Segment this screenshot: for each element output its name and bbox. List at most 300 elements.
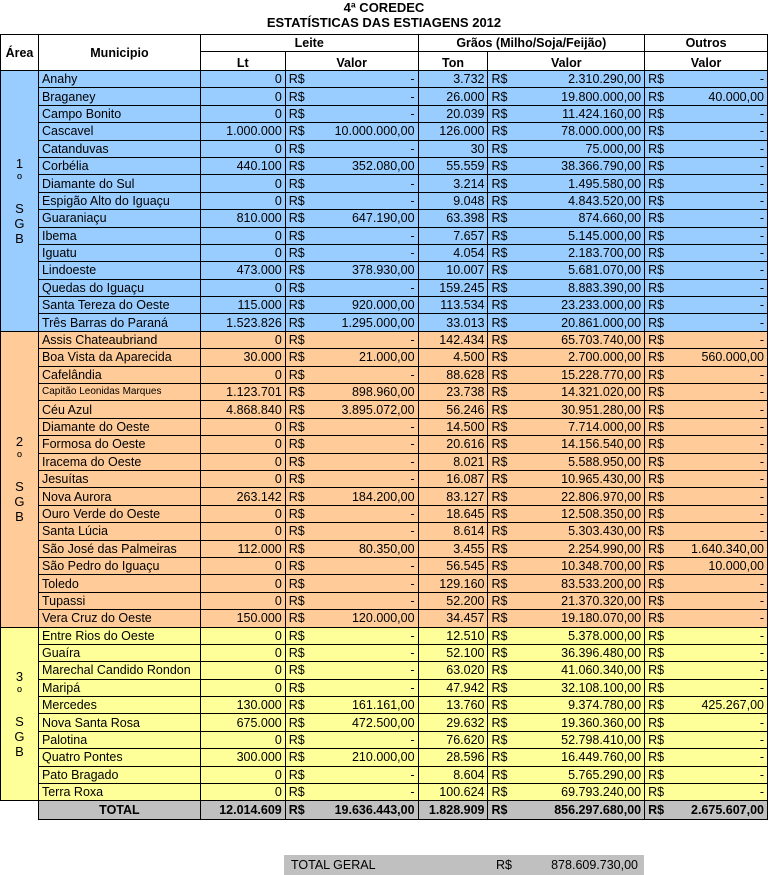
currency-cell: R$ bbox=[645, 592, 675, 609]
currency-cell: R$ bbox=[645, 766, 675, 783]
currency-cell: R$ bbox=[488, 227, 518, 244]
leite-valor-cell: - bbox=[310, 470, 418, 487]
leite-lt-cell: 0 bbox=[200, 192, 285, 209]
currency-cell: R$ bbox=[488, 71, 518, 88]
municipality-cell: Céu Azul bbox=[38, 401, 200, 418]
table-row bbox=[1, 192, 768, 209]
leite-lt-cell: 0 bbox=[200, 575, 285, 592]
graos-valor-cell: 19.180.070,00 bbox=[518, 610, 645, 627]
currency-cell: R$ bbox=[645, 679, 675, 696]
currency-cell: R$ bbox=[285, 401, 310, 418]
municipality-cell: Braganey bbox=[38, 88, 200, 105]
municipality-cell: Cascavel bbox=[38, 123, 200, 140]
outros-valor-cell: - bbox=[675, 210, 768, 227]
currency-cell: R$ bbox=[488, 766, 518, 783]
graos-ton-cell: 29.632 bbox=[418, 714, 488, 731]
currency-cell: R$ bbox=[488, 714, 518, 731]
leite-lt-cell: 0 bbox=[200, 140, 285, 157]
currency-cell: R$ bbox=[488, 210, 518, 227]
leite-lt-cell: 1.123.701 bbox=[200, 384, 285, 401]
graos-ton-cell: 4.500 bbox=[418, 349, 488, 366]
leite-valor-cell: - bbox=[310, 627, 418, 644]
table-row bbox=[1, 123, 768, 140]
outros-valor-cell: 560.000,00 bbox=[675, 349, 768, 366]
leite-valor-cell: - bbox=[310, 575, 418, 592]
currency-cell: R$ bbox=[488, 314, 518, 331]
currency-cell: R$ bbox=[488, 540, 518, 557]
graos-ton-cell: 14.500 bbox=[418, 418, 488, 435]
table-row bbox=[1, 262, 768, 279]
currency-cell: R$ bbox=[645, 488, 675, 505]
outros-valor-cell: - bbox=[675, 714, 768, 731]
currency-cell: R$ bbox=[645, 523, 675, 540]
total-leite-valor: 19.636.443,00 bbox=[310, 801, 418, 820]
currency-cell: R$ bbox=[285, 731, 310, 748]
currency-cell: R$ bbox=[645, 610, 675, 627]
table-row bbox=[1, 610, 768, 627]
leite-lt-cell: 0 bbox=[200, 175, 285, 192]
leite-lt-cell: 0 bbox=[200, 244, 285, 261]
outros-valor-cell: - bbox=[675, 679, 768, 696]
table-row bbox=[1, 540, 768, 557]
area-label-char: 1 bbox=[15, 155, 24, 171]
outros-valor-cell: 40.000,00 bbox=[675, 88, 768, 105]
graos-ton-cell: 7.657 bbox=[418, 227, 488, 244]
currency-cell: R$ bbox=[285, 279, 310, 296]
municipality-cell: Diamante do Oeste bbox=[38, 418, 200, 435]
currency-cell: R$ bbox=[645, 88, 675, 105]
leite-lt-cell: 0 bbox=[200, 470, 285, 487]
currency-cell: R$ bbox=[285, 349, 310, 366]
area-label bbox=[1, 627, 39, 801]
currency-cell: R$ bbox=[285, 105, 310, 122]
outros-valor-cell: - bbox=[675, 140, 768, 157]
currency-cell: R$ bbox=[285, 244, 310, 261]
outros-valor-cell: - bbox=[675, 610, 768, 627]
graos-valor-cell: 52.798.410,00 bbox=[518, 731, 645, 748]
currency-cell: R$ bbox=[488, 105, 518, 122]
currency-cell: R$ bbox=[488, 627, 518, 644]
outros-valor-cell: - bbox=[675, 505, 768, 522]
leite-lt-cell: 0 bbox=[200, 105, 285, 122]
municipality-cell: Capitão Leonidas Marques bbox=[38, 384, 200, 401]
currency-cell: R$ bbox=[488, 784, 518, 801]
graos-valor-cell: 16.449.760,00 bbox=[518, 749, 645, 766]
table-row bbox=[1, 557, 768, 574]
leite-valor-cell: - bbox=[310, 71, 418, 88]
currency-cell: R$ bbox=[645, 227, 675, 244]
grand-total-currency: R$ bbox=[496, 858, 512, 872]
graos-ton-cell: 13.760 bbox=[418, 697, 488, 714]
table-row bbox=[1, 366, 768, 383]
currency-cell: R$ bbox=[488, 592, 518, 609]
leite-lt-cell: 0 bbox=[200, 523, 285, 540]
municipality-cell: Espigão Alto do Iguaçu bbox=[38, 192, 200, 209]
leite-valor-cell: 161.161,00 bbox=[310, 697, 418, 714]
graos-valor-cell: 10.965.430,00 bbox=[518, 470, 645, 487]
outros-valor-cell: - bbox=[675, 123, 768, 140]
leite-valor-cell: - bbox=[310, 105, 418, 122]
leite-lt-cell: 0 bbox=[200, 71, 285, 88]
municipality-cell: Mercedes bbox=[38, 697, 200, 714]
leite-lt-cell: 440.100 bbox=[200, 157, 285, 174]
graos-valor-cell: 36.396.480,00 bbox=[518, 644, 645, 661]
table-row bbox=[1, 679, 768, 696]
graos-ton-cell: 33.013 bbox=[418, 314, 488, 331]
graos-valor-cell: 5.303.430,00 bbox=[518, 523, 645, 540]
currency-cell: R$ bbox=[645, 366, 675, 383]
graos-valor-cell: 10.348.700,00 bbox=[518, 557, 645, 574]
currency-cell: R$ bbox=[488, 192, 518, 209]
leite-valor-cell: - bbox=[310, 175, 418, 192]
grand-total-label: TOTAL GERAL bbox=[291, 858, 376, 872]
leite-valor-cell: - bbox=[310, 557, 418, 574]
area-label-char: S bbox=[15, 479, 24, 495]
table-row bbox=[1, 157, 768, 174]
area-label-char: G bbox=[14, 494, 25, 510]
municipality-cell: Ouro Verde do Oeste bbox=[38, 505, 200, 522]
municipality-cell: Terra Roxa bbox=[38, 784, 200, 801]
leite-valor-cell: 352.080,00 bbox=[310, 157, 418, 174]
currency-cell: R$ bbox=[488, 418, 518, 435]
leite-lt-cell: 150.000 bbox=[200, 610, 285, 627]
graos-ton-cell: 30 bbox=[418, 140, 488, 157]
area-label-char: º bbox=[17, 170, 22, 186]
graos-valor-cell: 5.588.950,00 bbox=[518, 453, 645, 470]
currency-cell: R$ bbox=[645, 105, 675, 122]
municipality-cell: Quedas do Iguaçu bbox=[38, 279, 200, 296]
leite-valor-cell: - bbox=[310, 766, 418, 783]
graos-ton-cell: 113.534 bbox=[418, 297, 488, 314]
graos-ton-cell: 129.160 bbox=[418, 575, 488, 592]
total-lt: 12.014.609 bbox=[200, 801, 285, 820]
currency-cell: R$ bbox=[488, 140, 518, 157]
table-body bbox=[1, 71, 768, 801]
outros-valor-cell: - bbox=[675, 731, 768, 748]
leite-valor-cell: - bbox=[310, 192, 418, 209]
graos-ton-cell: 8.614 bbox=[418, 523, 488, 540]
leite-lt-cell: 263.142 bbox=[200, 488, 285, 505]
area-label-char: G bbox=[14, 215, 25, 231]
currency-cell: R$ bbox=[488, 697, 518, 714]
leite-lt-cell: 0 bbox=[200, 592, 285, 609]
outros-valor-cell: - bbox=[675, 71, 768, 88]
municipality-cell: Catanduvas bbox=[38, 140, 200, 157]
leite-lt-cell: 0 bbox=[200, 784, 285, 801]
area-label-char: B bbox=[15, 743, 24, 759]
currency-cell: R$ bbox=[645, 244, 675, 261]
currency-cell: R$ bbox=[285, 366, 310, 383]
currency-cell: R$ bbox=[645, 279, 675, 296]
currency-cell: R$ bbox=[645, 349, 675, 366]
graos-ton-cell: 4.054 bbox=[418, 244, 488, 261]
leite-lt-cell: 0 bbox=[200, 557, 285, 574]
currency-cell: R$ bbox=[645, 436, 675, 453]
leite-valor-cell: 80.350,00 bbox=[310, 540, 418, 557]
outros-valor-cell: - bbox=[675, 175, 768, 192]
municipality-cell: Boa Vista da Aparecida bbox=[38, 349, 200, 366]
leite-valor-cell: - bbox=[310, 331, 418, 348]
currency-cell: R$ bbox=[285, 557, 310, 574]
currency-cell: R$ bbox=[488, 262, 518, 279]
graos-ton-cell: 100.624 bbox=[418, 784, 488, 801]
currency-cell: R$ bbox=[285, 262, 310, 279]
outros-valor-cell: - bbox=[675, 592, 768, 609]
table-row bbox=[1, 749, 768, 766]
table-row bbox=[1, 297, 768, 314]
leite-valor-cell: 3.895.072,00 bbox=[310, 401, 418, 418]
municipality-cell: Ibema bbox=[38, 227, 200, 244]
currency-cell: R$ bbox=[645, 401, 675, 418]
report-subtitle: ESTATÍSTICAS DAS ESTIAGENS 2012 bbox=[266, 15, 502, 30]
currency-cell: R$ bbox=[488, 384, 518, 401]
graos-valor-cell: 1.495.580,00 bbox=[518, 175, 645, 192]
area-label-char: º bbox=[17, 449, 22, 465]
table-row bbox=[1, 575, 768, 592]
municipality-cell: Iguatu bbox=[38, 244, 200, 261]
currency-cell: R$ bbox=[488, 297, 518, 314]
graos-valor-cell: 8.883.390,00 bbox=[518, 279, 645, 296]
table-row bbox=[1, 314, 768, 331]
currency-cell: R$ bbox=[645, 314, 675, 331]
area-label-char: B bbox=[15, 230, 24, 246]
outros-valor-cell: - bbox=[675, 662, 768, 679]
total-graos-valor: 856.297.680,00 bbox=[518, 801, 645, 820]
currency-cell: R$ bbox=[488, 488, 518, 505]
currency-cell: R$ bbox=[645, 418, 675, 435]
currency-cell: R$ bbox=[488, 279, 518, 296]
graos-valor-cell: 69.793.240,00 bbox=[518, 784, 645, 801]
graos-ton-cell: 55.559 bbox=[418, 157, 488, 174]
outros-valor-cell: - bbox=[675, 314, 768, 331]
total-spacer bbox=[1, 801, 39, 820]
drought-statistics-table bbox=[0, 34, 768, 820]
municipality-cell: Assis Chateaubriand bbox=[38, 331, 200, 348]
graos-valor-cell: 83.533.200,00 bbox=[518, 575, 645, 592]
currency-cell: R$ bbox=[645, 297, 675, 314]
header-graos: Grãos (Milho/Soja/Feijão) bbox=[418, 35, 645, 52]
header-graos-valor: Valor bbox=[488, 52, 645, 71]
currency-cell: R$ bbox=[285, 384, 310, 401]
leite-lt-cell: 810.000 bbox=[200, 210, 285, 227]
outros-valor-cell: - bbox=[675, 331, 768, 348]
currency-cell: R$ bbox=[285, 610, 310, 627]
currency-cell: R$ bbox=[488, 244, 518, 261]
leite-lt-cell: 130.000 bbox=[200, 697, 285, 714]
graos-valor-cell: 2.254.990,00 bbox=[518, 540, 645, 557]
leite-valor-cell: - bbox=[310, 88, 418, 105]
graos-valor-cell: 12.508.350,00 bbox=[518, 505, 645, 522]
graos-ton-cell: 20.616 bbox=[418, 436, 488, 453]
header-lt: Lt bbox=[200, 52, 285, 71]
table-row bbox=[1, 279, 768, 296]
currency-cell: R$ bbox=[488, 453, 518, 470]
municipality-cell: Guaíra bbox=[38, 644, 200, 661]
graos-valor-cell: 5.378.000,00 bbox=[518, 627, 645, 644]
leite-valor-cell: - bbox=[310, 453, 418, 470]
table-row bbox=[1, 662, 768, 679]
graos-ton-cell: 23.738 bbox=[418, 384, 488, 401]
currency-cell: R$ bbox=[645, 175, 675, 192]
header-ton: Ton bbox=[418, 52, 488, 71]
graos-ton-cell: 3.214 bbox=[418, 175, 488, 192]
header-leite: Leite bbox=[200, 35, 418, 52]
outros-valor-cell: - bbox=[675, 470, 768, 487]
total-label: TOTAL bbox=[38, 801, 200, 820]
outros-valor-cell: - bbox=[675, 784, 768, 801]
municipality-cell: Santa Lúcia bbox=[38, 523, 200, 540]
area-label-char bbox=[1, 699, 38, 714]
municipality-cell: Três Barras do Paraná bbox=[38, 314, 200, 331]
leite-valor-cell: - bbox=[310, 279, 418, 296]
currency-cell: R$ bbox=[645, 697, 675, 714]
outros-valor-cell: - bbox=[675, 244, 768, 261]
leite-lt-cell: 4.868.840 bbox=[200, 401, 285, 418]
graos-valor-cell: 30.951.280,00 bbox=[518, 401, 645, 418]
graos-valor-cell: 4.843.520,00 bbox=[518, 192, 645, 209]
outros-valor-cell: - bbox=[675, 644, 768, 661]
municipality-cell: Cafelândia bbox=[38, 366, 200, 383]
currency-cell: R$ bbox=[285, 592, 310, 609]
table-row bbox=[1, 714, 768, 731]
currency-cell: R$ bbox=[285, 784, 310, 801]
currency-cell: R$ bbox=[488, 610, 518, 627]
graos-valor-cell: 75.000,00 bbox=[518, 140, 645, 157]
graos-valor-cell: 5.681.070,00 bbox=[518, 262, 645, 279]
grand-total-bar bbox=[284, 855, 644, 875]
currency-cell: R$ bbox=[488, 557, 518, 574]
leite-valor-cell: 378.930,00 bbox=[310, 262, 418, 279]
outros-valor-cell: - bbox=[675, 749, 768, 766]
graos-ton-cell: 8.021 bbox=[418, 453, 488, 470]
currency-cell: R$ bbox=[488, 749, 518, 766]
graos-ton-cell: 63.020 bbox=[418, 662, 488, 679]
municipality-cell: Iracema do Oeste bbox=[38, 453, 200, 470]
leite-lt-cell: 300.000 bbox=[200, 749, 285, 766]
municipality-cell: Maripá bbox=[38, 679, 200, 696]
currency-cell: R$ bbox=[645, 140, 675, 157]
currency-cell: R$ bbox=[488, 470, 518, 487]
currency-cell: R$ bbox=[488, 366, 518, 383]
graos-valor-cell: 23.233.000,00 bbox=[518, 297, 645, 314]
currency-cell: R$ bbox=[285, 418, 310, 435]
outros-valor-cell: - bbox=[675, 105, 768, 122]
table-row bbox=[1, 592, 768, 609]
municipality-cell: Pato Bragado bbox=[38, 766, 200, 783]
graos-ton-cell: 18.645 bbox=[418, 505, 488, 522]
outros-valor-cell: - bbox=[675, 418, 768, 435]
graos-valor-cell: 19.360.360,00 bbox=[518, 714, 645, 731]
graos-ton-cell: 12.510 bbox=[418, 627, 488, 644]
currency-cell: R$ bbox=[285, 523, 310, 540]
graos-ton-cell: 52.200 bbox=[418, 592, 488, 609]
leite-valor-cell: - bbox=[310, 140, 418, 157]
table-row bbox=[1, 627, 768, 644]
graos-valor-cell: 21.370.320,00 bbox=[518, 592, 645, 609]
municipality-cell: Campo Bonito bbox=[38, 105, 200, 122]
currency-cell: R$ bbox=[645, 262, 675, 279]
currency-cell: R$ bbox=[488, 644, 518, 661]
municipality-cell: Quatro Pontes bbox=[38, 749, 200, 766]
header-leite-valor: Valor bbox=[285, 52, 418, 71]
table-row bbox=[1, 401, 768, 418]
graos-ton-cell: 9.048 bbox=[418, 192, 488, 209]
outros-valor-cell: - bbox=[675, 279, 768, 296]
graos-valor-cell: 78.000.000,00 bbox=[518, 123, 645, 140]
graos-ton-cell: 76.620 bbox=[418, 731, 488, 748]
table-row bbox=[1, 784, 768, 801]
header-area: Área bbox=[1, 35, 39, 71]
municipality-cell: Tupassi bbox=[38, 592, 200, 609]
outros-valor-cell: - bbox=[675, 436, 768, 453]
currency-cell: R$ bbox=[645, 540, 675, 557]
currency-cell: R$ bbox=[285, 88, 310, 105]
currency-cell: R$ bbox=[285, 297, 310, 314]
table-row bbox=[1, 210, 768, 227]
graos-valor-cell: 22.806.970,00 bbox=[518, 488, 645, 505]
outros-valor-cell: - bbox=[675, 384, 768, 401]
currency-cell: R$ bbox=[285, 644, 310, 661]
currency-cell: R$ bbox=[285, 679, 310, 696]
currency-cell: R$ bbox=[645, 331, 675, 348]
leite-valor-cell: 1.295.000,00 bbox=[310, 314, 418, 331]
graos-valor-cell: 20.861.000,00 bbox=[518, 314, 645, 331]
graos-ton-cell: 47.942 bbox=[418, 679, 488, 696]
leite-lt-cell: 0 bbox=[200, 453, 285, 470]
leite-lt-cell: 0 bbox=[200, 88, 285, 105]
outros-valor-cell: - bbox=[675, 627, 768, 644]
currency-cell: R$ bbox=[645, 71, 675, 88]
leite-lt-cell: 0 bbox=[200, 331, 285, 348]
graos-ton-cell: 56.545 bbox=[418, 557, 488, 574]
municipality-cell: Marechal Candido Rondon bbox=[38, 662, 200, 679]
graos-valor-cell: 11.424.160,00 bbox=[518, 105, 645, 122]
area-label-char bbox=[1, 186, 38, 201]
graos-valor-cell: 7.714.000,00 bbox=[518, 418, 645, 435]
table-row bbox=[1, 488, 768, 505]
municipality-cell: Anahy bbox=[38, 71, 200, 88]
total-currency: R$ bbox=[645, 801, 675, 820]
outros-valor-cell: - bbox=[675, 227, 768, 244]
outros-valor-cell: - bbox=[675, 262, 768, 279]
leite-valor-cell: - bbox=[310, 784, 418, 801]
leite-valor-cell: - bbox=[310, 505, 418, 522]
graos-valor-cell: 38.366.790,00 bbox=[518, 157, 645, 174]
municipality-cell: Lindoeste bbox=[38, 262, 200, 279]
table-row bbox=[1, 697, 768, 714]
leite-valor-cell: - bbox=[310, 644, 418, 661]
graos-valor-cell: 15.228.770,00 bbox=[518, 366, 645, 383]
currency-cell: R$ bbox=[488, 401, 518, 418]
graos-ton-cell: 10.007 bbox=[418, 262, 488, 279]
graos-ton-cell: 142.434 bbox=[418, 331, 488, 348]
area-label-char: B bbox=[15, 509, 24, 525]
leite-lt-cell: 0 bbox=[200, 279, 285, 296]
leite-lt-cell: 0 bbox=[200, 627, 285, 644]
leite-lt-cell: 0 bbox=[200, 418, 285, 435]
area-label-char: S bbox=[15, 713, 24, 729]
graos-ton-cell: 83.127 bbox=[418, 488, 488, 505]
currency-cell: R$ bbox=[645, 644, 675, 661]
leite-lt-cell: 0 bbox=[200, 644, 285, 661]
currency-cell: R$ bbox=[285, 436, 310, 453]
currency-cell: R$ bbox=[488, 88, 518, 105]
currency-cell: R$ bbox=[645, 662, 675, 679]
outros-valor-cell: - bbox=[675, 401, 768, 418]
currency-cell: R$ bbox=[285, 331, 310, 348]
municipality-cell: Corbélia bbox=[38, 157, 200, 174]
currency-cell: R$ bbox=[645, 157, 675, 174]
